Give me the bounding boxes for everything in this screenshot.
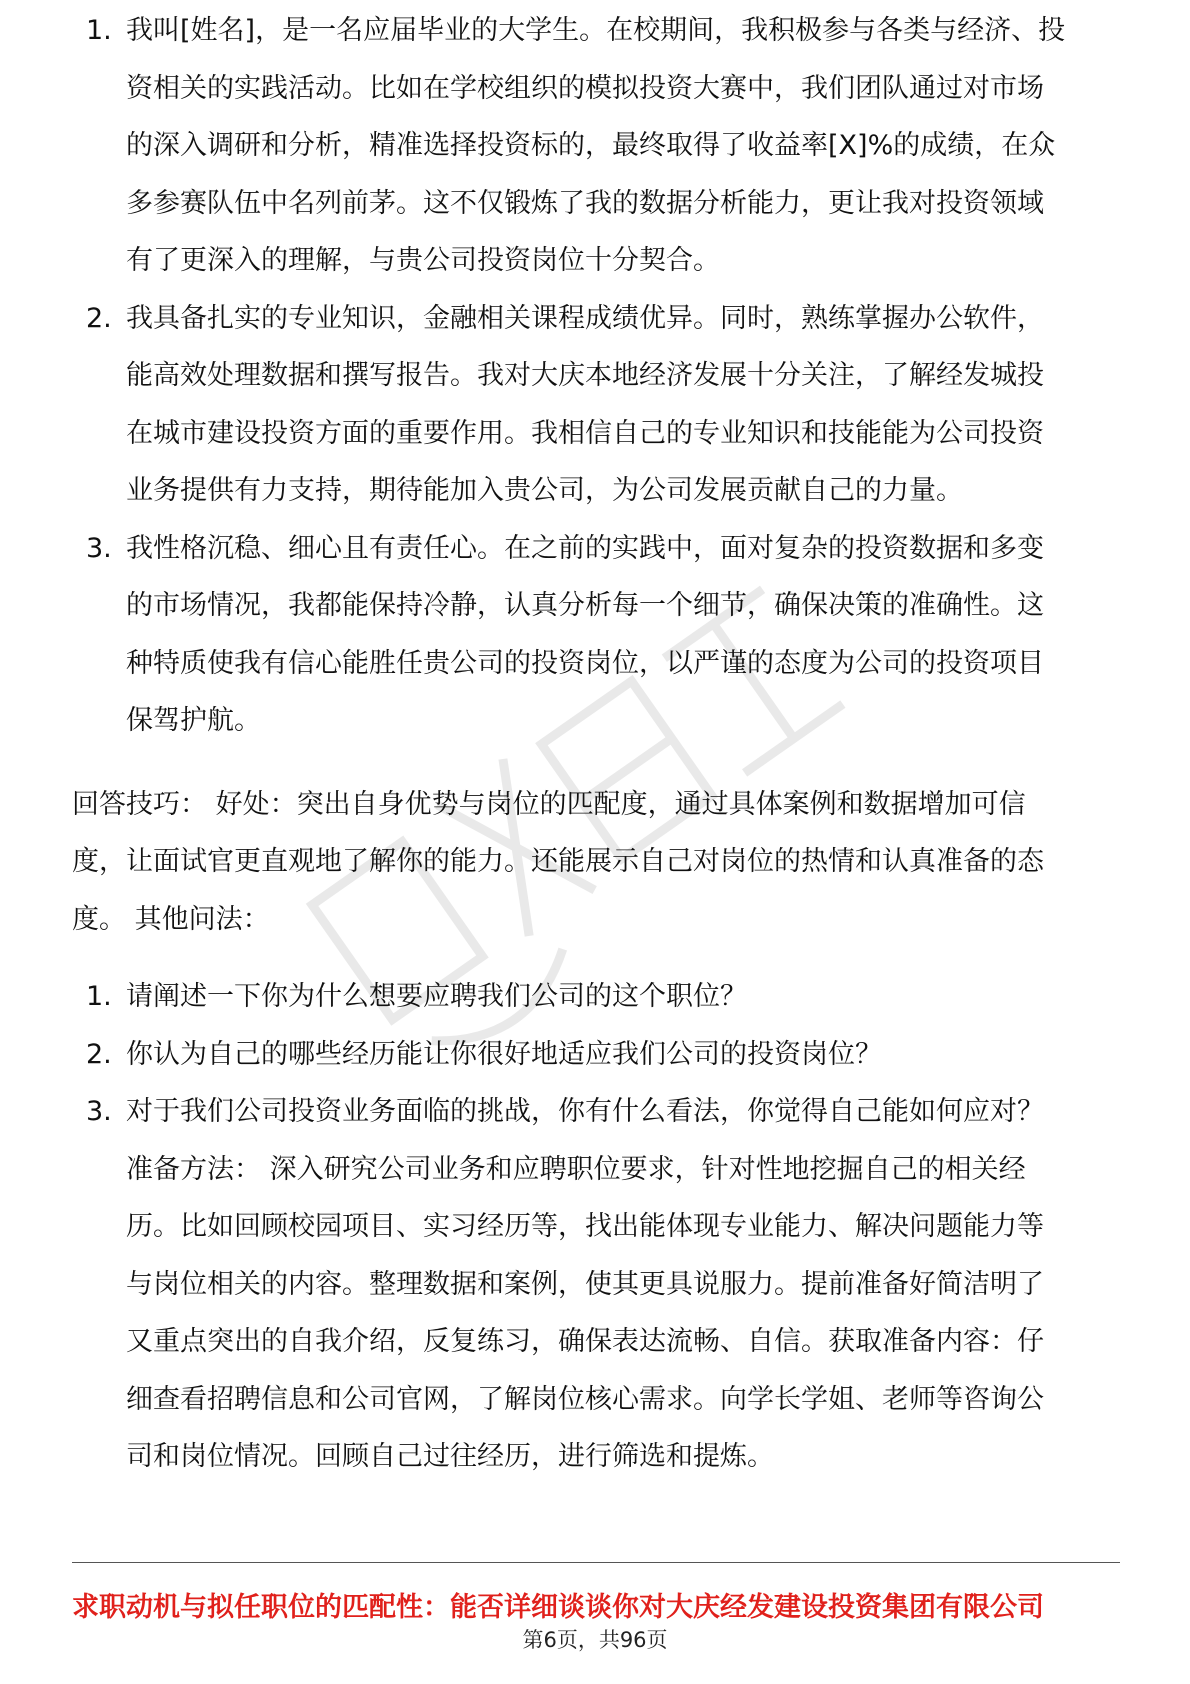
main-content xyxy=(72,15,1122,1486)
line: 多参赛队伍中名列前茅。这不仅锻炼了我的数据分析能力，更让我对投资领域 xyxy=(126,187,1044,219)
list-item xyxy=(72,1083,1122,1486)
line: 与岗位相关的内容。整理数据和案例，使其更具说服力。提前准备好简洁明了 xyxy=(126,1268,1044,1300)
line: 细查看招聘信息和公司官网，了解岗位核心需求。向学长学姐、老师等咨询公 xyxy=(126,1383,1044,1415)
line: 又重点突出的自我介绍，反复练习，确保表达流畅、自信。获取准备内容：仔 xyxy=(126,1326,1044,1357)
line: 能高效处理数据和撰写报告。我对大庆本地经济发展十分关注，了解经发城投 xyxy=(126,360,1044,391)
list-item xyxy=(72,968,1122,1026)
list-item xyxy=(72,2,1122,290)
line: 你认为自己的哪些经历能让你很好地适应我们公司的投资岗位？ xyxy=(126,1038,882,1070)
tips-paragraph xyxy=(72,776,1122,949)
line: 的市场情况，我都能保持冷静，认真分析每一个细节，确保决策的准确性。这 xyxy=(126,590,1044,621)
list-number: 1. xyxy=(86,981,112,1012)
line: 度。 其他问法： xyxy=(72,903,270,935)
footer-title: 求职动机与拟任职位的匹配性：能否详细谈谈你对大庆经发建设投资集团有限公司 xyxy=(72,1592,1044,1623)
list-number: 3. xyxy=(86,532,112,564)
line: 历。比如回顾校园项目、实习经历等，找出能体现专业能力、解决问题能力等 xyxy=(126,1211,1044,1242)
list-number: 3. xyxy=(86,1096,112,1127)
line: 有了更深入的理解，与贵公司投资岗位十分契合。 xyxy=(126,245,720,276)
line: 在城市建设投资方面的重要作用。我相信自己的专业知识和技能能为公司投资 xyxy=(126,417,1044,449)
line: 我叫[姓名]，是一名应届毕业的大学生。在校期间，我积极参与各类与经济、投 xyxy=(126,15,1066,46)
list-item xyxy=(72,520,1122,750)
line: 种特质使我有信心能胜任贵公司的投资岗位，以严谨的态度为公司的投资项目 xyxy=(126,647,1044,679)
line: 请阐述一下你为什么想要应聘我们公司的这个职位？ xyxy=(126,981,747,1012)
line: 度，让面试官更直观地了解你的能力。还能展示自己对岗位的热情和认真准备的态 xyxy=(72,846,1044,877)
list-number: 2. xyxy=(86,302,112,334)
line: 司和岗位情况。回顾自己过往经历，进行筛选和提炼。 xyxy=(126,1441,774,1472)
line: 我具备扎实的专业知识，金融相关课程成绩优异。同时，熟练掌握办公软件， xyxy=(126,302,1044,334)
list-number: 2. xyxy=(86,1038,112,1070)
line: 业务提供有力支持，期待能加入贵公司，为公司发展贡献自己的力量。 xyxy=(126,475,963,506)
line: 保驾护航。 xyxy=(126,705,261,736)
line: 的深入调研和分析，精准选择投资标的，最终取得了收益率[X]%的成绩，在众 xyxy=(126,130,1056,161)
page-number: 第6页，共96页 xyxy=(522,1628,668,1652)
list-item xyxy=(72,1026,1122,1084)
line: 资相关的实践活动。比如在学校组织的模拟投资大赛中，我们团队通过对市场 xyxy=(126,72,1044,104)
line: 准备方法： 深入研究公司业务和应聘职位要求，针对性地挖掘自己的相关经 xyxy=(126,1153,1026,1185)
line: 回答技巧： 好处：突出自身优势与岗位的匹配度，通过具体案例和数据增加可信 xyxy=(72,788,1026,820)
line: 我性格沉稳、细心且有责任心。在之前的实践中，面对复杂的投资数据和多变 xyxy=(126,532,1044,564)
line: 对于我们公司投资业务面临的挑战，你有什么看法，你觉得自己能如何应对？ xyxy=(126,1096,1044,1127)
footer-divider xyxy=(72,1562,1120,1563)
list-item xyxy=(72,290,1122,520)
answer-list xyxy=(72,2,1122,750)
list-number: 1. xyxy=(86,15,112,46)
question-list xyxy=(72,968,1122,1486)
